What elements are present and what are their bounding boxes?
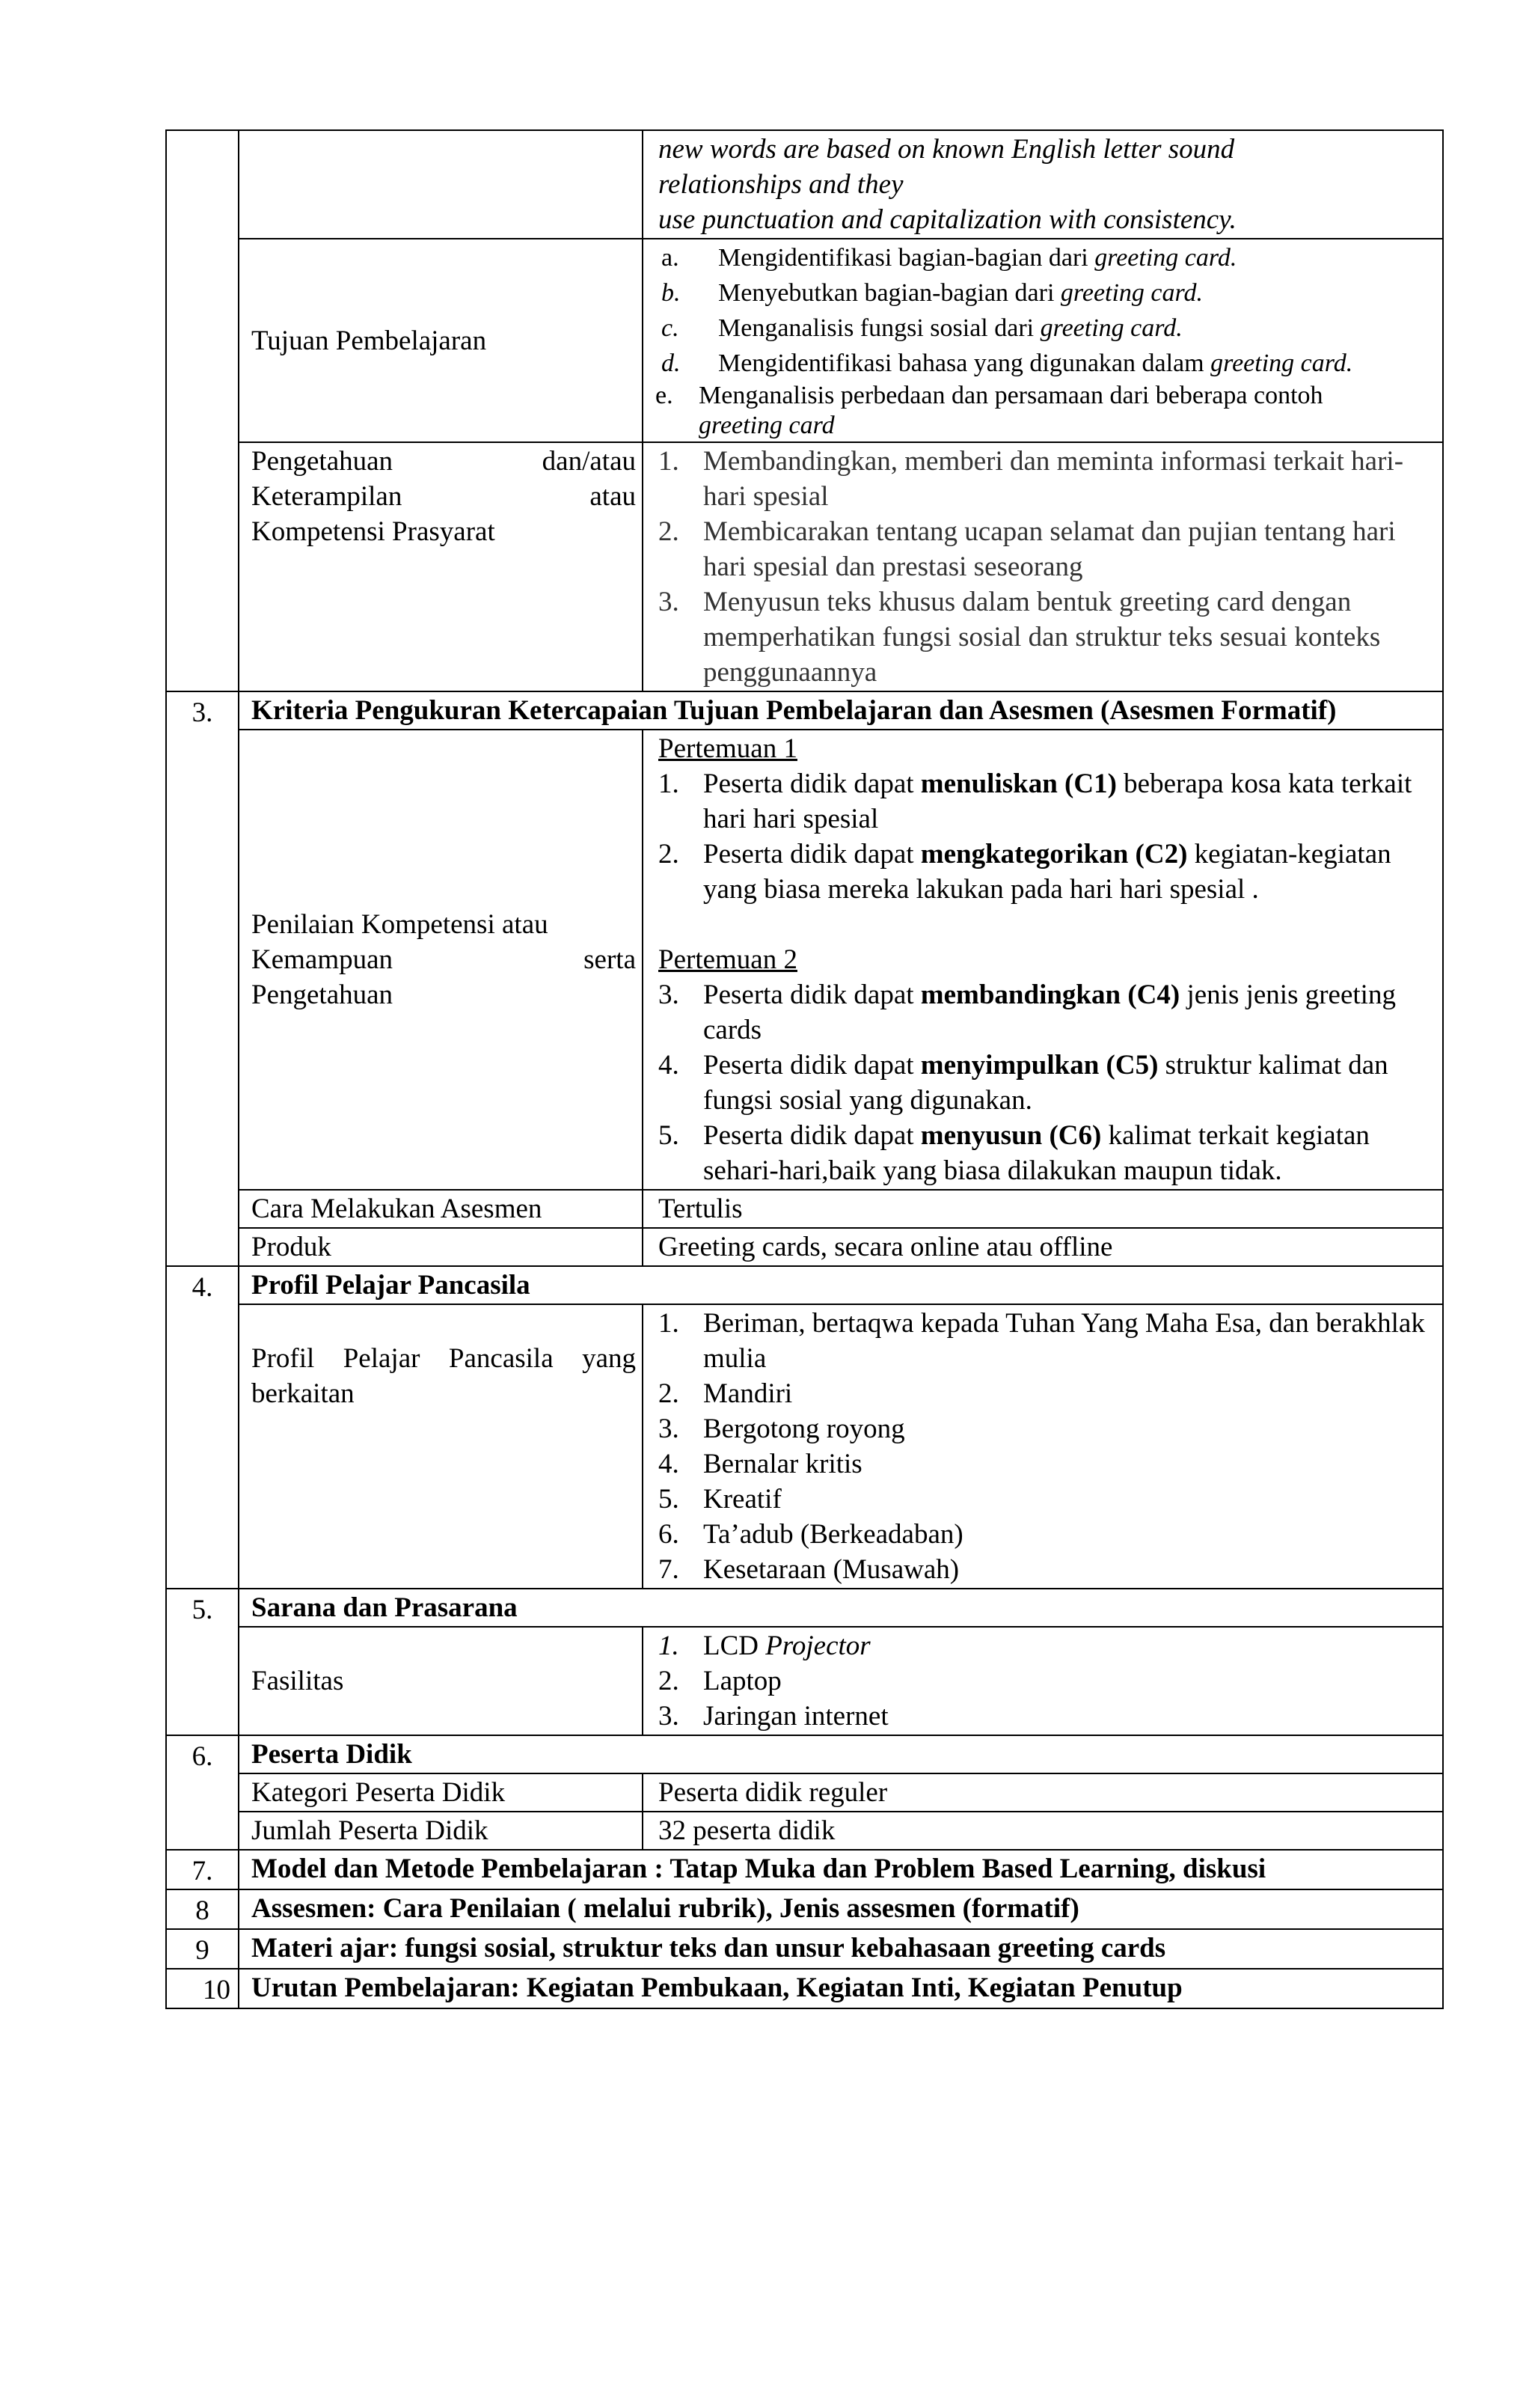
list-text: Peserta didik dapat [703,1050,921,1081]
fasilitas-list-cell [643,1627,1443,1735]
list-item [658,1699,1436,1734]
list-text: kalimat terkait kegiatan sehari-hari,baik yang biasa dilakukan maupun tidak. [703,1120,1370,1186]
section-title: Profil Pelajar Pancasila [239,1266,1443,1304]
label-text: Kompetensi Prasyarat [251,516,495,547]
kategori-value: Peserta didik reguler [643,1773,1443,1812]
list-text: beberapa kosa kata terkait hari hari spesial [703,768,1412,834]
list-marker: 1. [658,768,679,799]
produk-label: Produk [239,1228,643,1266]
profil-list [658,1306,1436,1587]
row-continuation [166,130,1443,239]
list-text-italic: greeting card. [1060,279,1203,307]
list-marker: 7. [658,1554,679,1585]
produk-value: Greeting cards, secara online atau offline [643,1228,1443,1266]
meeting-heading: Pertemuan 2 [658,944,797,975]
label-text: Pengetahuan [251,446,393,477]
list-text-bold: menuliskan (C1) [920,768,1117,799]
number-cell-empty [166,130,239,691]
label-text: Profil Pelajar Pancasila yang [251,1343,636,1374]
list-item [658,1663,1436,1699]
label-text: Pengetahuan [251,980,393,1010]
list-marker: c. [661,314,679,342]
list-item [658,766,1436,837]
list-marker: 5. [658,1484,679,1515]
list-text-bold: membandingkan (C4) [920,980,1180,1010]
row-section-8 [166,1889,1443,1929]
row-profil [166,1304,1443,1589]
list-item [643,311,1436,346]
list-marker: 2. [658,1666,679,1696]
list-item [643,275,1436,311]
jumlah-value: 32 peserta didik [643,1812,1443,1850]
list-text: Beriman, bertaqwa kepada Tuhan Yang Maha Esa, dan berakhlak mulia [703,1308,1425,1374]
prasyarat-list-cell [643,442,1443,691]
section-number: 4. [166,1266,239,1589]
row-jumlah [166,1812,1443,1850]
meeting-heading: Pertemuan 1 [658,733,797,764]
list-item [658,1446,1436,1482]
section-title: Assesmen: Cara Penilaian ( melalui rubrik), Jenis assesmen (formatif) [239,1889,1443,1929]
prasyarat-label [239,442,643,691]
penilaian-label [239,730,643,1190]
list-text: jenis jenis greeting cards [703,980,1396,1045]
list-marker: 3. [658,1414,679,1444]
list-text: Peserta didik dapat [703,839,921,870]
list-text-bold: menyimpulkan (C5) [920,1050,1159,1081]
list-text: Membandingkan, memberi dan meminta informasi terkait hari-hari spesial [703,446,1404,512]
list-text: kegiatan-kegiatan yang biasa mereka lakukan pada hari hari spesial . [703,839,1391,905]
meeting-1-list [658,766,1436,907]
list-text-bold: menyusun (C6) [920,1120,1102,1151]
list-marker: 3. [658,980,679,1010]
list-item [658,444,1436,514]
tujuan-list [643,240,1436,441]
list-text: Jaringan internet [703,1701,889,1732]
list-marker: 2. [658,516,679,547]
list-text-italic: greeting card. [1040,314,1183,342]
label-text: Penilaian Kompetensi atau [251,909,548,940]
row-cara-asesmen [166,1190,1443,1228]
penilaian-content [643,730,1443,1190]
section-title: Urutan Pembelajaran: Kegiatan Pembukaan, Kegiatan Inti, Kegiatan Penutup [239,1969,1443,2008]
tujuan-label: Tujuan Pembelajaran [239,239,643,442]
fasilitas-list [658,1628,1436,1734]
section-title: Model dan Metode Pembelajaran : Tatap Muka dan Problem Based Learning, diskusi [239,1850,1443,1889]
row-section-3-header [166,691,1443,730]
profil-list-cell [643,1304,1443,1589]
tujuan-list-cell [643,239,1443,442]
list-item [658,1306,1436,1376]
label-text: Kemampuan [251,944,393,975]
row-section-10 [166,1969,1443,2008]
lesson-plan-table [165,129,1444,2009]
list-marker: e. [655,382,673,409]
list-marker: d. [661,349,681,377]
list-text: Kesetaraan (Musawah) [703,1554,960,1585]
row-prasyarat [166,442,1443,691]
profil-label [239,1304,643,1589]
jumlah-label: Jumlah Peserta Didik [239,1812,643,1850]
list-marker: 6. [658,1519,679,1550]
list-text: Menganalisis perbedaan dan persamaan dari beberapa contoh [699,382,1323,409]
section-number: 6. [166,1735,239,1850]
list-item [658,1048,1436,1118]
list-item [658,1482,1436,1517]
list-text: Ta’adub (Berkeadaban) [703,1519,963,1550]
list-text: Bergotong royong [703,1414,905,1444]
label-text: dan/atau [542,446,636,477]
list-text: Membicarakan tentang ucapan selamat dan pujian tentang hari hari spesial dan prestasi seseorang [703,516,1396,582]
list-marker: 3. [658,1701,679,1732]
list-item [658,514,1436,584]
list-marker: b. [661,279,681,307]
list-item [658,1517,1436,1552]
list-text-italic: greeting card [699,412,835,439]
list-text-bold: mengkategorikan (C2) [920,839,1188,870]
list-marker: 1. [658,1308,679,1339]
list-marker: 2. [658,839,679,870]
list-text: Peserta didik dapat [703,768,921,799]
prasyarat-list [658,444,1436,690]
continuation-line: use punctuation and capitalization with consistency. [658,204,1237,235]
list-marker: 4. [658,1050,679,1081]
list-item [658,977,1436,1048]
list-text: Menyebutkan bagian-bagian dari [718,279,1061,307]
list-text: Peserta didik dapat [703,980,921,1010]
list-item [658,584,1436,690]
list-item [658,1628,1436,1663]
cara-label: Cara Melakukan Asesmen [239,1190,643,1228]
list-text-italic: greeting card. [1210,349,1353,377]
list-text-italic: greeting card. [1094,244,1237,272]
list-text: Mengidentifikasi bagian-bagian dari [718,244,1095,272]
label-text: serta [583,944,636,975]
list-item [643,381,1436,441]
list-item [643,346,1436,381]
list-marker: a. [661,244,679,272]
continuation-text [643,130,1443,239]
list-item [658,1376,1436,1411]
label-text: berkaitan [251,1378,355,1409]
row-produk [166,1228,1443,1266]
section-number: 5. [166,1589,239,1735]
list-text: Peserta didik dapat [703,1120,921,1151]
list-item [643,240,1436,275]
list-text: Mengidentifikasi bahasa yang digunakan dalam [718,349,1211,377]
list-text: LCD [703,1631,766,1661]
row-penilaian [166,730,1443,1190]
list-marker: 1. [658,1631,679,1661]
row-section-9 [166,1929,1443,1969]
list-item [658,837,1436,907]
row-section-4-header [166,1266,1443,1304]
list-item [658,1411,1436,1446]
row-kategori [166,1773,1443,1812]
list-text: Laptop [703,1666,782,1696]
row-fasilitas [166,1627,1443,1735]
row-section-5-header [166,1589,1443,1627]
label-text: Keterampilan [251,481,402,512]
cara-value: Tertulis [643,1190,1443,1228]
list-marker: 2. [658,1378,679,1409]
section-title: Peserta Didik [239,1735,1443,1773]
row-tujuan-pembelajaran [166,239,1443,442]
section-title: Materi ajar: fungsi sosial, struktur teks dan unsur kebahasaan greeting cards [239,1929,1443,1969]
label-text: atau [589,481,636,512]
list-text: Kreatif [703,1484,782,1515]
list-marker: 5. [658,1120,679,1151]
section-number: 3. [166,691,239,1266]
label-cell-empty [239,130,643,239]
section-title: Sarana dan Prasarana [239,1589,1443,1627]
list-item [658,1118,1436,1188]
list-text: Menyusun teks khusus dalam bentuk greeting card dengan memperhatikan fungsi sosial dan struktur teks sesuai konteks penggunaannya [703,587,1381,688]
fasilitas-label: Fasilitas [239,1627,643,1735]
section-number: 8 [166,1889,239,1929]
section-number: 7. [166,1850,239,1889]
list-text: Menganalisis fungsi sosial dari [718,314,1041,342]
kategori-label: Kategori Peserta Didik [239,1773,643,1812]
list-text-italic: Projector [765,1631,871,1661]
list-marker: 4. [658,1449,679,1479]
list-text: Mandiri [703,1378,793,1409]
row-section-7 [166,1850,1443,1889]
list-marker: 3. [658,587,679,617]
meeting-2-list [658,977,1436,1188]
section-number: 10 [166,1969,239,2008]
section-number: 9 [166,1929,239,1969]
continuation-line: new words are based on known English letter sound [658,134,1235,165]
continuation-line: relationships and they [658,169,904,200]
list-marker: 1. [658,446,679,477]
list-text: Bernalar kritis [703,1449,862,1479]
list-text: struktur kalimat dan fungsi sosial yang digunakan. [703,1050,1388,1116]
list-item [658,1552,1436,1587]
section-title: Kriteria Pengukuran Ketercapaian Tujuan Pembelajaran dan Asesmen (Asesmen Formatif) [239,691,1443,730]
row-section-6-header [166,1735,1443,1773]
